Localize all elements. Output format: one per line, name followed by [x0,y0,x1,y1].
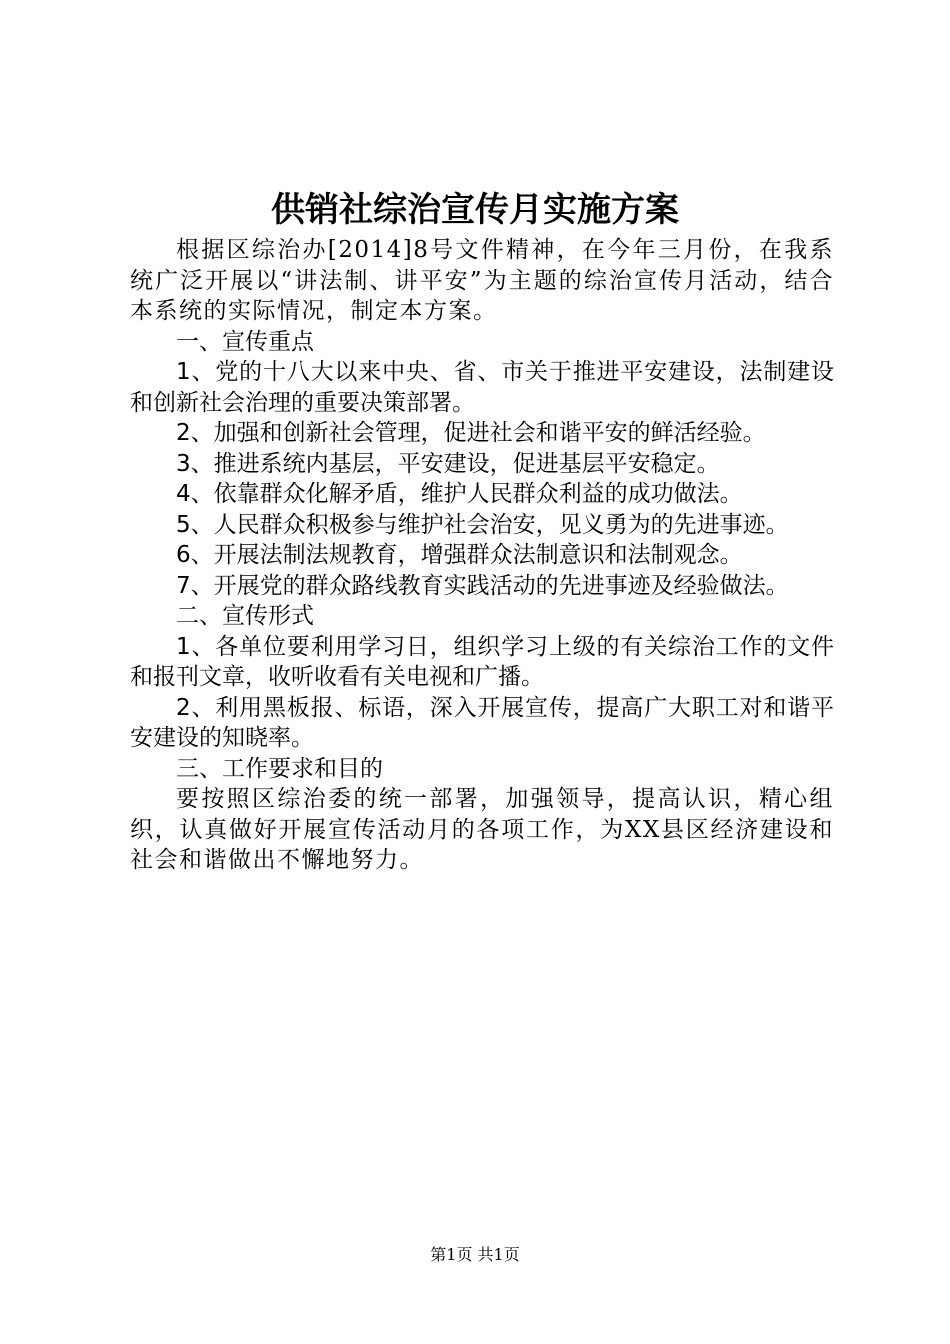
form-item-1: 1、各单位要利用学习日，组织学习上级的有关综治工作的文件和报刊文章，收听收看有关电视和广播。 [130,633,834,690]
focus-item-6: 6、开展法制法规教育，增强群众法制意识和法制观念。 [176,542,743,568]
section-heading-publicity-focus: 一、宣传重点 [176,328,314,355]
section-heading-publicity-form: 二、宣传形式 [176,603,314,629]
intro-paragraph: 根据区综治办[2014]8号文件精神，在今年三月份，在我系统广泛开展以“讲法制、讲平安”为主题的综治宣传月活动，结合本系统的实际情况，制定本方案。 [130,237,834,324]
focus-item-3: 3、推进系统内基层，平安建设，促进基层平安稳定。 [176,450,720,477]
section-heading-requirements: 三、工作要求和目的 [176,755,383,782]
focus-item-1: 1、党的十八大以来中央、省、市关于推进平安建设，法制建设和创新社会治理的重要决策部署。 [130,359,834,416]
focus-item-7: 7、开展党的群众路线教育实践活动的先进事迹及经验做法。 [176,572,789,599]
requirements-paragraph: 要按照区综治委的统一部署，加强领导，提高认识，精心组织，认真做好开展宣传活动月的各项工作，为XX县区经济建设和社会和谐做出不懈地努力。 [130,786,834,873]
form-item-2: 2、利用黑板报、标语，深入开展宣传，提高广大职工对和谐平安建设的知晓率。 [130,694,834,751]
focus-item-2: 2、加强和创新社会管理，促进社会和谐平安的鲜活经验。 [176,420,766,446]
page-footer: 第1页 共1页 [430,1245,520,1264]
focus-item-4: 4、依靠群众化解矛盾，维护人民群众利益的成功做法。 [176,481,743,507]
focus-item-5: 5、人民群众积极参与维护社会治安，见义勇为的先进事迹。 [176,511,789,538]
document-title: 供销社综治宣传月实施方案 [271,190,679,230]
document-body [130,235,834,876]
